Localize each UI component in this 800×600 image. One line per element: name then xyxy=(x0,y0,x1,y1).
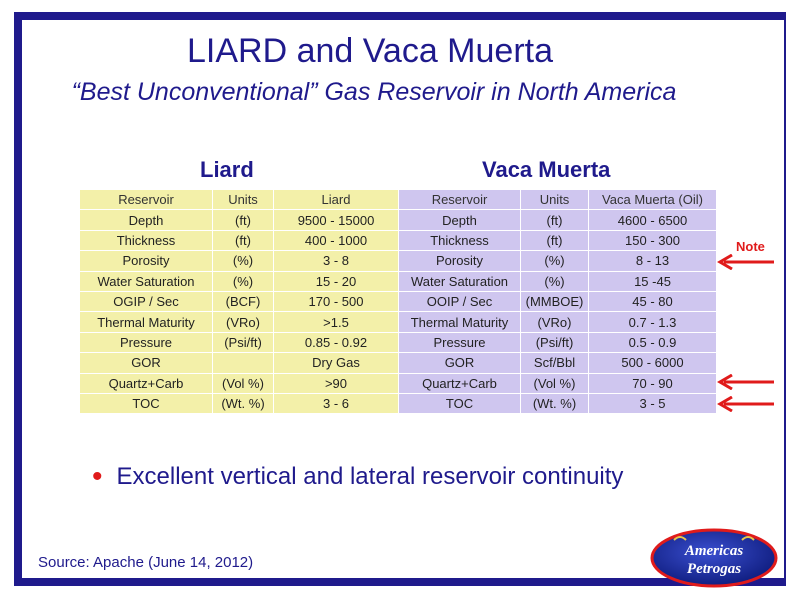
vaca-muerta-column-header: Vaca Muerta (Oil) xyxy=(589,190,717,210)
vaca-muerta-table-cell: 3 - 5 xyxy=(589,393,717,413)
vaca-muerta-table-cell: 500 - 6000 xyxy=(589,353,717,373)
americas-petrogas-logo xyxy=(650,528,778,588)
liard-table-row xyxy=(80,251,399,271)
vaca-muerta-table-cell: OOIP / Sec xyxy=(399,291,521,311)
vaca-muerta-table xyxy=(398,189,717,414)
vaca-table-body xyxy=(399,190,717,414)
vaca-muerta-table-cell: 0.7 - 1.3 xyxy=(589,312,717,332)
vaca-muerta-table-cell: (%) xyxy=(521,271,589,291)
liard-table-row xyxy=(80,271,399,291)
vaca-muerta-table-cell: 45 - 80 xyxy=(589,291,717,311)
liard-table-cell: Quartz+Carb xyxy=(80,373,213,393)
vaca-muerta-table-cell: 70 - 90 xyxy=(589,373,717,393)
vaca-muerta-table-cell: (ft) xyxy=(521,210,589,230)
liard-table-cell xyxy=(213,353,274,373)
source-citation: Source: Apache (June 14, 2012) xyxy=(38,554,254,571)
liard-table-cell: 9500 - 15000 xyxy=(274,210,399,230)
vaca-muerta-table-row xyxy=(399,271,717,291)
vaca-muerta-table-cell: Scf/Bbl xyxy=(521,353,589,373)
vaca-muerta-column-header: Reservoir xyxy=(399,190,521,210)
logo-line1: Americas xyxy=(684,543,744,559)
vaca-muerta-table-row xyxy=(399,353,717,373)
liard-column-header: Units xyxy=(213,190,274,210)
note-arrow-quartz-carb xyxy=(716,374,776,390)
vaca-muerta-table-cell: Thermal Maturity xyxy=(399,312,521,332)
liard-table-cell: TOC xyxy=(80,393,213,413)
bullet-text: Excellent vertical and lateral reservoir continuity xyxy=(116,463,624,490)
liard-table-cell: 3 - 6 xyxy=(274,393,399,413)
liard-table-cell: (Vol %) xyxy=(213,373,274,393)
liard-table-cell: GOR xyxy=(80,353,213,373)
vaca-muerta-table-row xyxy=(399,393,717,413)
liard-table-cell: (ft) xyxy=(213,230,274,250)
liard-column-header: Liard xyxy=(274,190,399,210)
note-arrow-porosity xyxy=(716,254,776,270)
liard-header-row xyxy=(80,190,399,210)
liard-table-cell: (%) xyxy=(213,251,274,271)
note-arrow-toc xyxy=(716,396,776,412)
liard-table-cell: Pressure xyxy=(80,332,213,352)
liard-table-row xyxy=(80,312,399,332)
liard-table-cell: (%) xyxy=(213,271,274,291)
vaca-muerta-header: Vaca Muerta xyxy=(482,157,611,182)
liard-table-cell: >1.5 xyxy=(274,312,399,332)
vaca-muerta-table-cell: 4600 - 6500 xyxy=(589,210,717,230)
vaca-muerta-table-row xyxy=(399,210,717,230)
vaca-muerta-table-cell: 150 - 300 xyxy=(589,230,717,250)
liard-table-row xyxy=(80,230,399,250)
bullet-item xyxy=(92,460,623,494)
liard-table-cell: Water Saturation xyxy=(80,271,213,291)
liard-column-header: Reservoir xyxy=(80,190,213,210)
vaca-muerta-table-cell: (VRo) xyxy=(521,312,589,332)
vaca-muerta-table-cell: Water Saturation xyxy=(399,271,521,291)
note-label: Note xyxy=(736,239,765,254)
slide-title: LIARD and Vaca Muerta xyxy=(187,32,553,70)
liard-table-cell: 15 - 20 xyxy=(274,271,399,291)
vaca-muerta-table-cell: Porosity xyxy=(399,251,521,271)
liard-table-body xyxy=(80,190,399,414)
vaca-muerta-table-cell: (Vol %) xyxy=(521,373,589,393)
vaca-muerta-table-row xyxy=(399,291,717,311)
liard-table-cell: (ft) xyxy=(213,210,274,230)
liard-table-cell: 3 - 8 xyxy=(274,251,399,271)
vaca-muerta-table-cell: 0.5 - 0.9 xyxy=(589,332,717,352)
liard-table-cell: 170 - 500 xyxy=(274,291,399,311)
vaca-muerta-header-row xyxy=(399,190,717,210)
vaca-muerta-table-cell: (Psi/ft) xyxy=(521,332,589,352)
vaca-muerta-table-row xyxy=(399,373,717,393)
vaca-muerta-table-row xyxy=(399,312,717,332)
vaca-muerta-table-cell: (ft) xyxy=(521,230,589,250)
vaca-muerta-table-cell: TOC xyxy=(399,393,521,413)
liard-table-row xyxy=(80,393,399,413)
slide-subtitle: “Best Unconventional” Gas Reservoir in North America xyxy=(71,78,677,106)
vaca-muerta-table-cell: Quartz+Carb xyxy=(399,373,521,393)
vaca-muerta-table-row xyxy=(399,332,717,352)
logo-line2: Petrogas xyxy=(686,561,742,577)
bullet-icon: • xyxy=(92,460,103,493)
liard-table-cell: Porosity xyxy=(80,251,213,271)
liard-table-cell: (VRo) xyxy=(213,312,274,332)
liard-table-row xyxy=(80,291,399,311)
vaca-muerta-column-header: Units xyxy=(521,190,589,210)
liard-table-cell: Thermal Maturity xyxy=(80,312,213,332)
vaca-muerta-table-cell: (Wt. %) xyxy=(521,393,589,413)
liard-table-cell: (Wt. %) xyxy=(213,393,274,413)
liard-table-row xyxy=(80,332,399,352)
liard-table-row xyxy=(80,353,399,373)
liard-table-cell: Depth xyxy=(80,210,213,230)
vaca-muerta-table-cell: 15 -45 xyxy=(589,271,717,291)
liard-header: Liard xyxy=(200,157,254,182)
liard-table xyxy=(79,189,399,414)
liard-table-row xyxy=(80,373,399,393)
liard-table-cell: OGIP / Sec xyxy=(80,291,213,311)
vaca-muerta-table-cell: Pressure xyxy=(399,332,521,352)
vaca-muerta-table-cell: (%) xyxy=(521,251,589,271)
liard-table-cell: (Psi/ft) xyxy=(213,332,274,352)
vaca-muerta-table-cell: Thickness xyxy=(399,230,521,250)
vaca-muerta-table-cell: GOR xyxy=(399,353,521,373)
vaca-muerta-table-cell: 8 - 13 xyxy=(589,251,717,271)
liard-table-row xyxy=(80,210,399,230)
liard-table-cell: (BCF) xyxy=(213,291,274,311)
vaca-muerta-table-row xyxy=(399,230,717,250)
liard-table-cell: >90 xyxy=(274,373,399,393)
vaca-muerta-table-cell: Depth xyxy=(399,210,521,230)
liard-table-cell: Thickness xyxy=(80,230,213,250)
liard-table-cell: 0.85 - 0.92 xyxy=(274,332,399,352)
liard-table-cell: 400 - 1000 xyxy=(274,230,399,250)
liard-table-cell: Dry Gas xyxy=(274,353,399,373)
vaca-muerta-table-cell: (MMBOE) xyxy=(521,291,589,311)
vaca-muerta-table-row xyxy=(399,251,717,271)
